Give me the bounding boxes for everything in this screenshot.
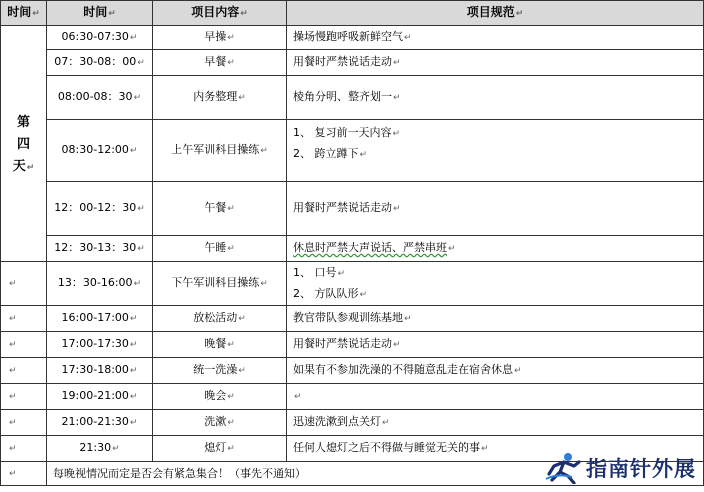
rule-cell: 棱角分明、整齐划一↵ [287, 76, 704, 120]
day-empty-cell: ↵ [1, 462, 47, 486]
time-cell: 06:30-07:30↵ [47, 26, 153, 50]
day-char-3: 天 [12, 159, 26, 174]
item-cell: 午睡↵ [153, 236, 287, 262]
table-row [1, 262, 704, 306]
header-day: 时间↵ [1, 1, 47, 26]
rule-cell: 1、 复习前一天内容↵ 2、 跨立蹲下↵ [287, 120, 704, 182]
rule-cell: 任何人熄灯之后不得做与睡觉无关的事↵ [287, 436, 704, 462]
logo-text: 指南针外展 [586, 457, 696, 481]
time-cell: 13：30-16:00↵ [47, 262, 153, 306]
item-cell: 晚会↵ [153, 384, 287, 410]
day-char-2: 四 [16, 137, 30, 152]
time-cell: 19:00-21:00↵ [47, 384, 153, 410]
time-cell: 08:30-12:00↵ [47, 120, 153, 182]
time-cell: 16:00-17:00↵ [47, 306, 153, 332]
item-cell: 熄灯↵ [153, 436, 287, 462]
table-row [1, 120, 704, 182]
time-cell: 17:00-17:30↵ [47, 332, 153, 358]
time-cell: 12：30-13：30↵ [47, 236, 153, 262]
item-cell: 午餐↵ [153, 182, 287, 236]
time-cell: 17:30-18:00↵ [47, 358, 153, 384]
item-cell: 晚餐↵ [153, 332, 287, 358]
table-row [1, 358, 704, 384]
day-empty-cell: ↵ [1, 358, 47, 384]
rule-cell: 如果有不参加洗澡的不得随意乱走在宿舍休息↵ [287, 358, 704, 384]
item-cell: 下午军训科目操练↵ [153, 262, 287, 306]
header-rule: 项目规范↵ [287, 1, 704, 26]
rule-cell: 操场慢跑呼吸新鲜空气↵ [287, 26, 704, 50]
table-row [1, 410, 704, 436]
rule-cell: ↵ [287, 384, 704, 410]
item-cell: 上午军训科目操练↵ [153, 120, 287, 182]
logo [544, 452, 696, 484]
time-cell: 07：30-08：00↵ [47, 50, 153, 76]
runner-icon [544, 452, 582, 484]
table-row [1, 332, 704, 358]
day-empty-cell: ↵ [1, 384, 47, 410]
item-cell: 放松活动↵ [153, 306, 287, 332]
time-cell: 21:30↵ [47, 436, 153, 462]
table-row [1, 76, 704, 120]
day-empty-cell: ↵ [1, 332, 47, 358]
table-row [1, 26, 704, 50]
rule-cell: 用餐时严禁说话走动↵ [287, 50, 704, 76]
day-cell: 第 四 天↵ [1, 26, 47, 262]
day-empty-cell: ↵ [1, 306, 47, 332]
day-empty-cell: ↵ [1, 410, 47, 436]
table-row [1, 182, 704, 236]
item-cell: 早操↵ [153, 26, 287, 50]
table-row [1, 306, 704, 332]
rule-cell: 用餐时严禁说话走动↵ [287, 182, 704, 236]
rule-cell: 迅速洗漱到点关灯↵ [287, 410, 704, 436]
header-row [1, 1, 704, 26]
table-row [1, 236, 704, 262]
table-row [1, 50, 704, 76]
day-char-1: 第 [16, 115, 30, 130]
rule-cell: 休息时严禁大声说话、严禁串班↵ [287, 236, 704, 262]
rule-cell: 教官带队参观训练基地↵ [287, 306, 704, 332]
table-row [1, 384, 704, 410]
item-cell: 早餐↵ [153, 50, 287, 76]
header-item: 项目内容↵ [153, 1, 287, 26]
rule-cell: 用餐时严禁说话走动↵ [287, 332, 704, 358]
header-time: 时间↵ [47, 1, 153, 26]
item-cell: 统一洗澡↵ [153, 358, 287, 384]
day-empty-cell: ↵ [1, 262, 47, 306]
item-cell: 洗漱↵ [153, 410, 287, 436]
rule-cell: 1、 口号↵ 2、 方队队形↵ [287, 262, 704, 306]
time-cell: 08:00-08：30↵ [47, 76, 153, 120]
day-empty-cell: ↵ [1, 436, 47, 462]
item-cell: 内务整理↵ [153, 76, 287, 120]
footer-note: 每晚视情况而定是否会有紧急集合！（事先不通知） [47, 462, 704, 486]
time-cell: 21:00-21:30↵ [47, 410, 153, 436]
time-cell: 12：00-12：30↵ [47, 182, 153, 236]
